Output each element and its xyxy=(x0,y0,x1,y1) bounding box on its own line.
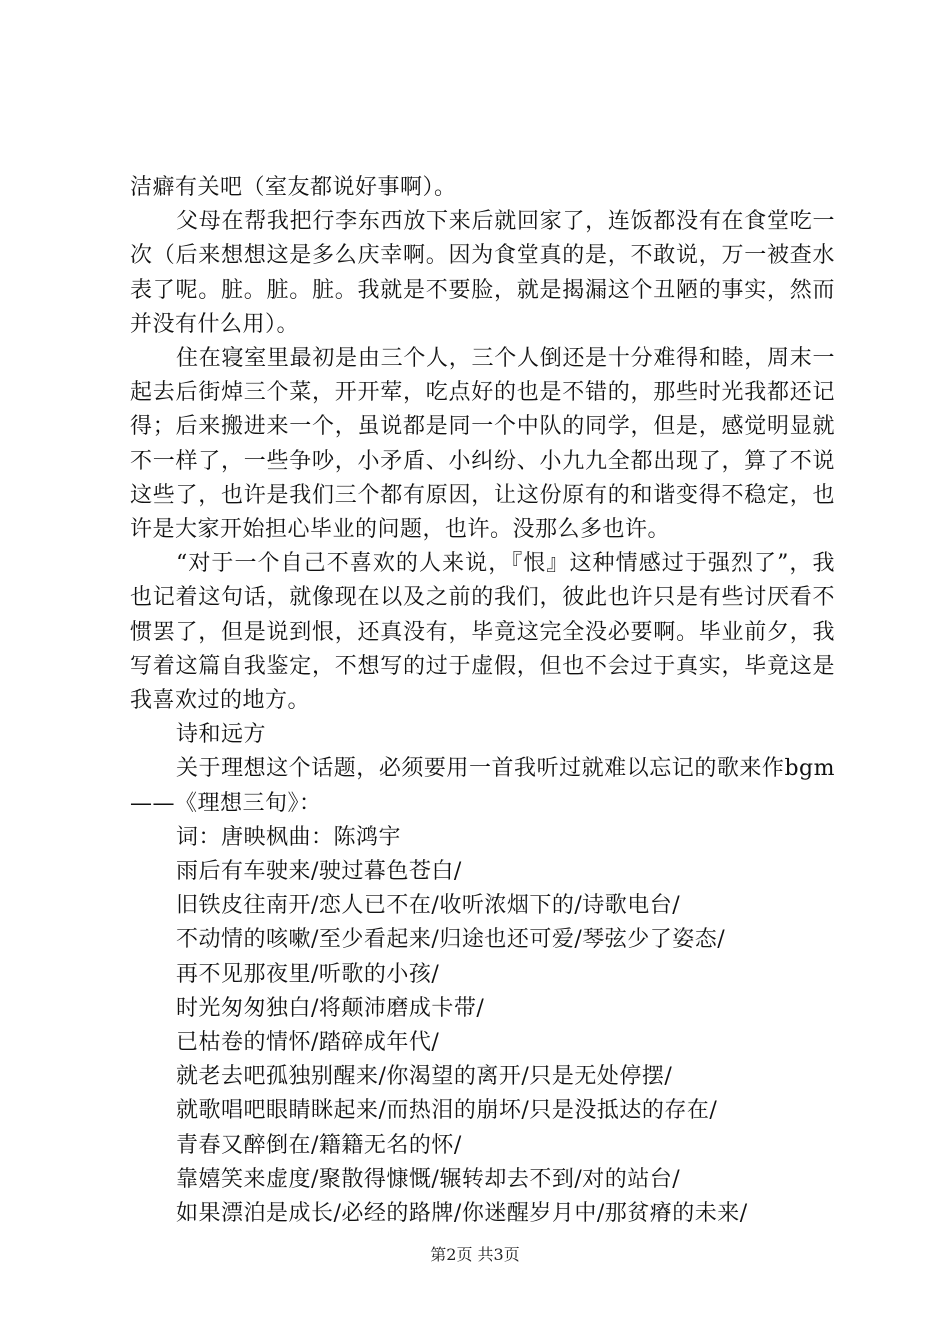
lyric-line: 青春又醉倒在/籍籍无名的怀/ xyxy=(176,1132,462,1158)
document-body xyxy=(130,171,835,1231)
intro-paragraph: 关于理想这个话题，必须要用一首我听过就难以忘记的歌来作bgm——《理想三旬》： xyxy=(130,756,835,816)
page-footer: 第2页 共3页 xyxy=(430,1245,520,1264)
lyric-line: 就老去吧孤独别醒来/你渴望的离开/只是无处停摆/ xyxy=(176,1064,673,1090)
paragraph-hatred: “对于一个自己不喜欢的人来说，『恨』这种情感过于强烈了”，我也记着这句话，就像现在以及之前的我们，彼此也许只是有些讨厌看不惯罢了，但是说到恨，还真没有，毕竟这完全没必要啊。毕业前夕，我写着这篇自我鉴定，不想写的过于虚假，但也不会过于真实，毕竟这是我喜欢过的地方。 xyxy=(130,551,835,714)
lyric-line: 时光匆匆独白/将颠沛磨成卡带/ xyxy=(176,995,485,1021)
lyric-line: 不动情的咳嗽/至少看起来/归途也还可爱/琴弦少了姿态/ xyxy=(176,927,726,953)
lyric-line: 旧铁皮往南开/恋人已不在/收听浓烟下的/诗歌电台/ xyxy=(176,893,681,919)
lyric-line: 雨后有车驶来/驶过暮色苍白/ xyxy=(176,859,462,885)
lyric-line: 再不见那夜里/听歌的小孩/ xyxy=(176,961,440,987)
lyric-line: 靠嬉笑来虚度/聚散得慷慨/辗转却去不到/对的站台/ xyxy=(176,1166,681,1192)
opening-text: 洁癖有关吧（室友都说好事啊）。 xyxy=(130,175,457,200)
song-credits: 词：唐映枫曲：陈鸿宇 xyxy=(176,824,402,850)
paragraph-parents: 父母在帮我把行李东西放下来后就回家了，连饭都没有在食堂吃一次（后来想想这是多么庆幸啊。因为食堂真的是，不敢说，万一被查水表了呢。脏。脏。脏。我就是不要脸，就是揭漏这个丑陋的事实，然而并没有什么用）。 xyxy=(130,209,835,337)
section-title: 诗和远方 xyxy=(176,722,267,748)
lyric-line: 就歌唱吧眼睛眯起来/而热泪的崩坏/只是没抵达的存在/ xyxy=(176,1098,718,1124)
paragraph-dormitory: 住在寝室里最初是由三个人，三个人倒还是十分难得和睦，周末一起去后街焯三个菜，开开荤，吃点好的也是不错的，那些时光我都还记得；后来搬进来一个，虽说都是同一个中队的同学，但是，感觉明显就不一样了，一些争吵，小矛盾、小纠纷、小九九全都出现了，算了不说这些了，也许是我们三个都有原因，让这份原有的和谐变得不稳定，也许是大家开始担心毕业的问题，也许。没那么多也许。 xyxy=(130,346,835,543)
lyric-line: 已枯卷的情怀/踏碎成年代/ xyxy=(176,1030,440,1056)
lyric-line: 如果漂泊是成长/必经的路牌/你迷醒岁月中/那贫瘠的未来/ xyxy=(176,1201,748,1227)
